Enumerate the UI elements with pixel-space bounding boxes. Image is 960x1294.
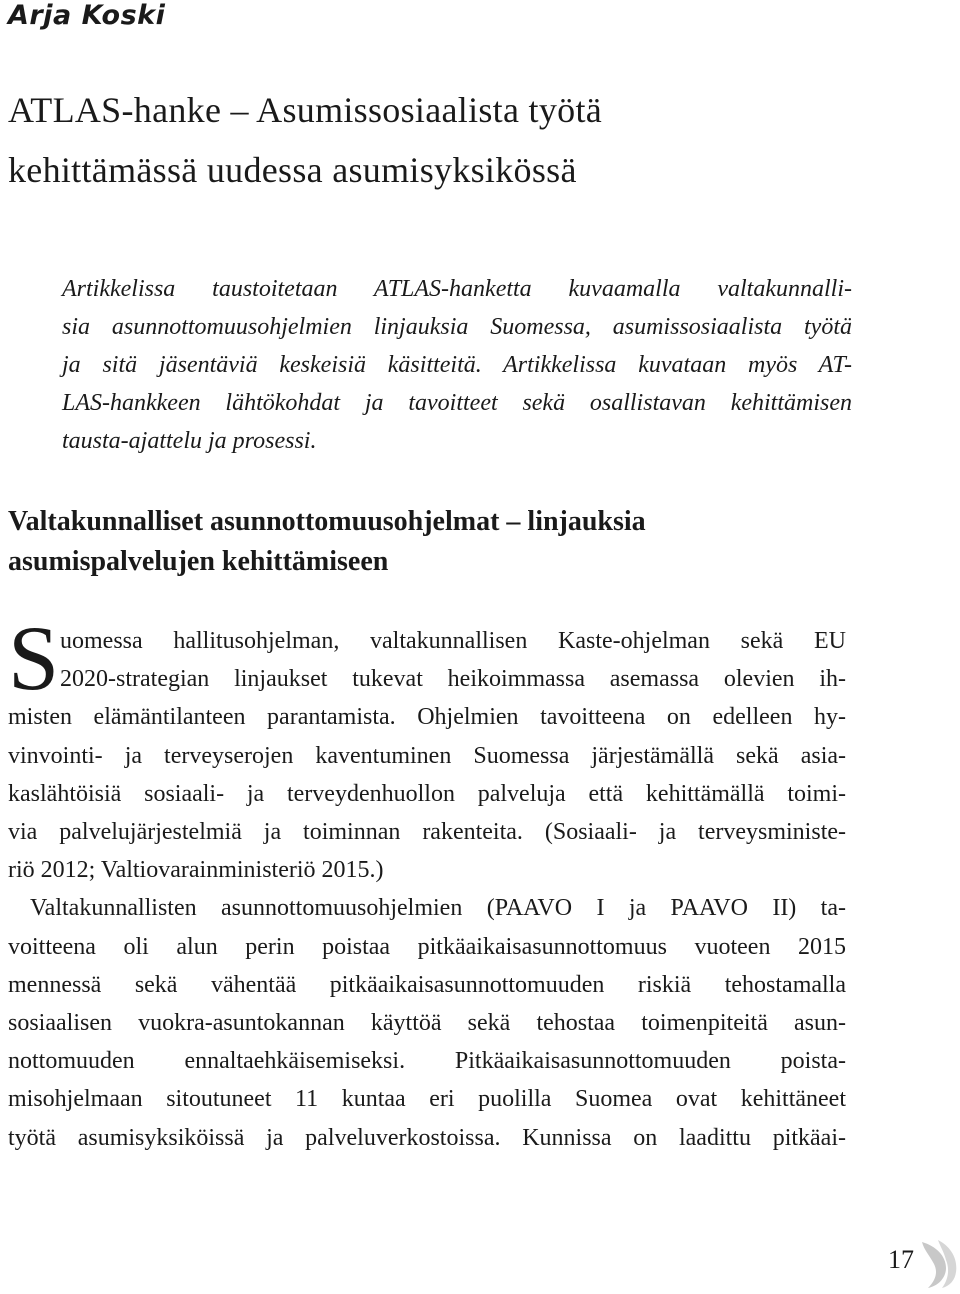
- body-line: kaslähtöisiä sosiaali- ja terveydenhuollon palveluja että kehittämällä toimi-: [8, 780, 846, 807]
- abstract-line: LAS-hankkeen lähtökohdat ja tavoitteet sekä osallistavan kehittämisen: [62, 390, 852, 416]
- page-ornament-icon: [916, 1238, 960, 1290]
- body-text: [8, 622, 846, 1157]
- body-line: uomessa hallitusohjelman, valtakunnallisen Kaste-ohjelman sekä EU: [60, 628, 846, 654]
- body-line: misohjelmaan sitoutuneet 11 kuntaa eri puolilla Suomea ovat kehittäneet: [8, 1086, 846, 1113]
- abstract-line: Artikkelissa taustoitetaan ATLAS-hanketta kuvaamalla valtakunnalli-: [62, 276, 852, 302]
- abstract: [62, 270, 852, 460]
- section-heading: [8, 502, 908, 582]
- section-heading-line-2: asumispalvelujen kehittämiseen: [8, 546, 389, 577]
- article-title: [8, 80, 948, 200]
- body-line: 2020-strategian linjaukset tukevat heikoimmassa asemassa olevien ih-: [60, 666, 846, 693]
- body-line: via palvelujärjestelmiä ja toiminnan rakenteita. (Sosiaali- ja terveysministe-: [8, 819, 846, 846]
- title-line-2: kehittämässä uudessa asumisyksikössä: [8, 150, 577, 190]
- body-line: mennessä sekä vähentää pitkäaikaisasunnottomuuden riskiä tehostamalla: [8, 971, 846, 998]
- body-line: riö 2012; Valtiovarainministeriö 2015.): [8, 857, 384, 884]
- author-name: Arja Koski: [8, 0, 166, 31]
- body-line: nottomuuden ennaltaehkäisemiseksi. Pitkäaikaisasunnottomuuden poista-: [8, 1048, 846, 1075]
- body-line: voitteena oli alun perin poistaa pitkäaikaisasunnottomuus vuoteen 2015: [8, 933, 846, 960]
- body-line: sosiaalisen vuokra-asuntokannan käyttöä sekä tehostaa toimenpiteitä asun-: [8, 1010, 846, 1037]
- title-line-1: ATLAS-hanke – Asumissosiaalista työtä: [8, 90, 603, 130]
- body-line: misten elämäntilanteen parantamista. Ohjelmien tavoitteena on edelleen hy-: [8, 704, 846, 731]
- page-number: 17: [888, 1245, 914, 1274]
- abstract-line: ja sitä jäsentäviä keskeisiä käsitteitä. Artikkelissa kuvataan myös AT-: [62, 352, 852, 378]
- drop-cap: S: [8, 607, 60, 709]
- section-heading-line-1: Valtakunnalliset asunnottomuusohjelmat – linjauksia: [8, 506, 646, 537]
- body-line: Valtakunnallisten asunnottomuusohjelmien (PAAVO I ja PAAVO II) ta-: [30, 895, 846, 922]
- body-line: työtä asumisyksiköissä ja palveluverkostoissa. Kunnissa on laadittu pitkäai-: [8, 1124, 846, 1151]
- abstract-line: tausta-ajattelu ja prosessi.: [62, 428, 317, 454]
- abstract-line: sia asunnottomuusohjelmien linjauksia Suomessa, asumissosiaalista työtä: [62, 314, 852, 340]
- body-line: vinvointi- ja terveyserojen kaventuminen Suomessa järjestämällä sekä asia-: [8, 742, 846, 769]
